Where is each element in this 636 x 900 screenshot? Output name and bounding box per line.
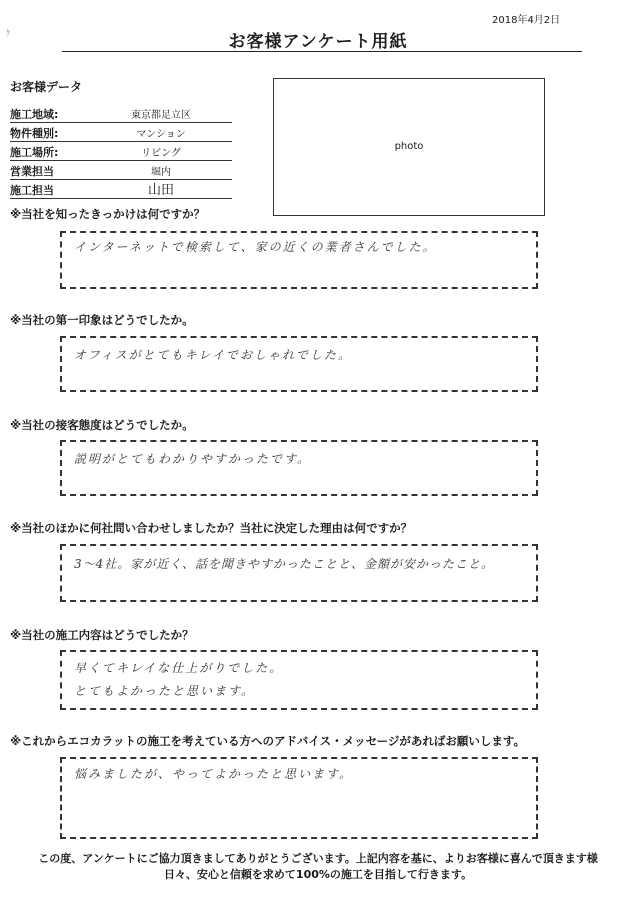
row-value: 東京都足立区 xyxy=(131,110,191,121)
corner-mark: ｹ xyxy=(6,29,11,39)
photo-placeholder xyxy=(273,78,545,216)
row-label: 物件種別: xyxy=(10,127,59,140)
question-5: ※当社の施工内容はどうでしたか？ xyxy=(10,628,194,642)
question-2: ※当社の第一印象はどうでしたか。 xyxy=(10,313,194,327)
question-3: ※当社の接客態度はどうでしたか。 xyxy=(10,418,194,432)
answer-box-5 xyxy=(60,650,538,710)
answer-box-6 xyxy=(60,757,538,839)
answer-3-line-1: 説明がとてもわかりやすかったです。 xyxy=(74,452,312,466)
row-value: リビング xyxy=(141,148,181,159)
row-label: 施工地域: xyxy=(10,108,59,121)
footer-line-1: この度、アンケートにご協力頂きましてありがとうございます。上記内容を基に、よりお客様に喜んで頂きます様 xyxy=(38,852,598,865)
answer-4-line-1: 3～4社。家が近く、話を聞きやすかったことと、金額が安かったこと。 xyxy=(74,557,495,571)
answer-2-line-1: オフィスがとてもキレイでおしゃれでした。 xyxy=(74,348,352,362)
answer-5-line-1: 早くてキレイな仕上がりでした。 xyxy=(74,661,284,675)
row-value: 堀内 xyxy=(151,167,171,178)
footer-line-2: 日々、安心と信頼を求めて100%の施工を目指して行きます。 xyxy=(163,868,473,881)
row-installer xyxy=(10,180,232,199)
row-sales-rep xyxy=(10,161,232,180)
answer-6-line-1: 悩みましたが、やってよかったと思います。 xyxy=(74,767,354,781)
row-location xyxy=(10,142,232,161)
row-property-type xyxy=(10,123,232,142)
answer-1-line-1: インターネットで検索して、家の近くの業者さんでした。 xyxy=(74,240,437,254)
row-label: 営業担当 xyxy=(10,165,54,178)
answer-5-line-2: とてもよかったと思います。 xyxy=(74,684,256,698)
question-1: ※当社を知ったきっかけは何ですか？ xyxy=(10,207,206,221)
customer-data-heading: お客様データ xyxy=(10,80,83,94)
row-label: 施工場所: xyxy=(10,146,59,159)
question-4: ※当社のほかに何社問い合わせしましたか？当社に決定した理由は何ですか？ xyxy=(10,521,413,535)
customer-data-table xyxy=(10,104,232,199)
page-title: お客様アンケート用紙 xyxy=(228,32,408,52)
row-value: マンション xyxy=(136,129,186,140)
survey-date: 2018年4月2日 xyxy=(492,15,561,26)
row-value-handwritten: 山田 xyxy=(147,183,174,198)
answer-box-3 xyxy=(60,440,538,496)
title-underline xyxy=(62,51,582,52)
answer-box-2 xyxy=(60,336,538,392)
question-6: ※これからエコカラットの施工を考えている方へのアドバイス・メッセージがあればお願いします。 xyxy=(10,734,525,748)
answer-box-4 xyxy=(60,544,538,602)
answer-box-1 xyxy=(60,231,538,289)
photo-label: photo xyxy=(394,141,424,152)
row-label: 施工担当 xyxy=(10,184,54,197)
row-area xyxy=(10,104,232,123)
